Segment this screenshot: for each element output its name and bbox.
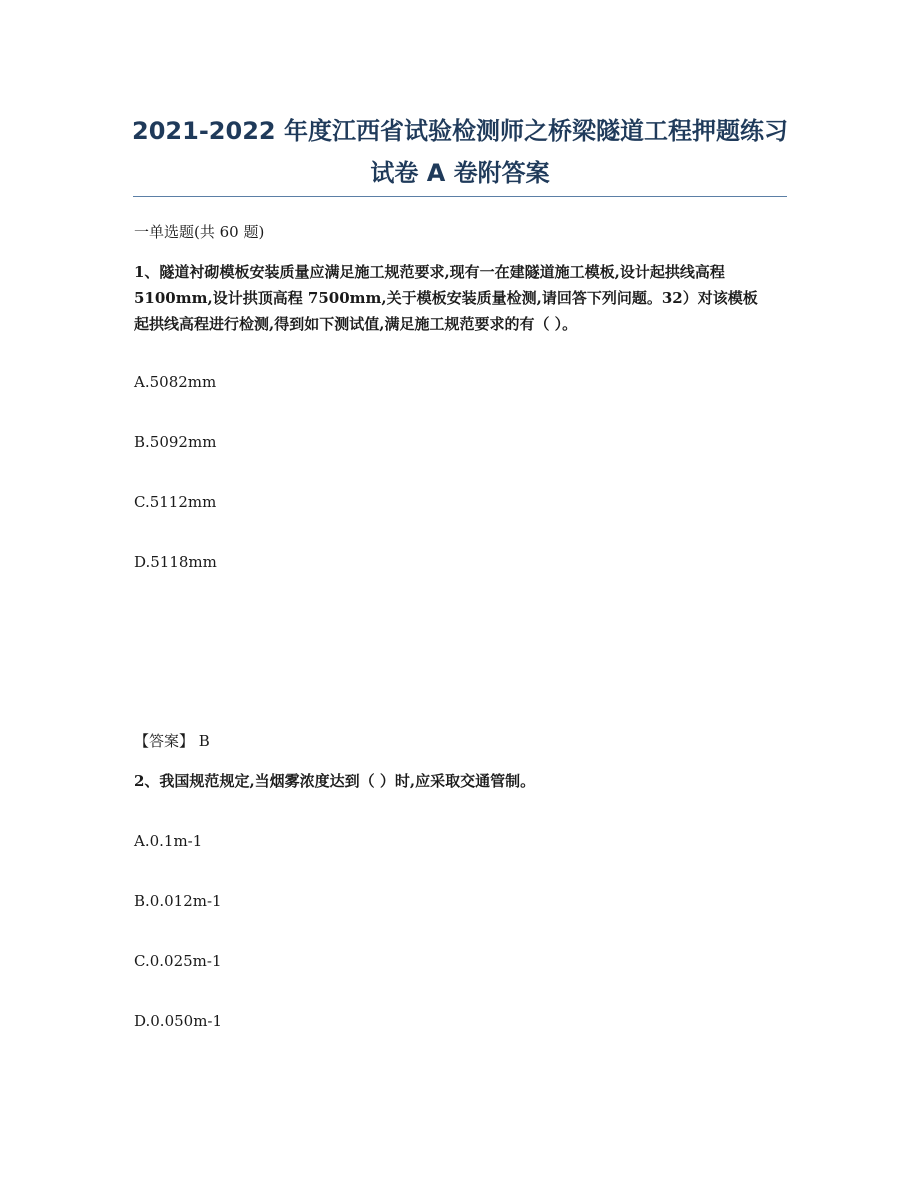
question-2-option-b: B.0.012m-1 (134, 892, 222, 910)
question-1-answer: 【答案】 B (134, 732, 210, 750)
question-2-text: 2、我国规范规定,当烟雾浓度达到（ ）时,应采取交通管制。 (134, 772, 536, 790)
question-2-option-c: C.0.025m-1 (134, 952, 222, 970)
question-1-option-d: D.5118mm (134, 553, 217, 571)
question-1-option-c: C.5112mm (134, 493, 217, 511)
question-1-option-b: B.5092mm (134, 433, 217, 451)
section-heading: 一单选题(共 60 题) (134, 223, 265, 241)
document-title-line-2: 试卷 A 卷附答案 (370, 159, 550, 187)
question-2-option-a: A.0.1m-1 (134, 832, 203, 850)
question-1-option-a: A.5082mm (134, 373, 217, 391)
document-title-line-1: 2021-2022 年度江西省试验检测师之桥梁隧道工程押题练习 (132, 117, 788, 145)
question-2-option-d: D.0.050m-1 (134, 1012, 223, 1030)
question-1-line-2: 5100mm,设计拱顶高程 7500mm,关于模板安装质量检测,请回答下列问题。32）对该模板 (134, 289, 758, 307)
title-divider (133, 196, 787, 197)
question-1-line-3: 起拱线高程进行检测,得到如下测试值,满足施工规范要求的有（ ）。 (134, 315, 578, 333)
question-1-text (134, 259, 794, 337)
question-1-line-1: 1、隧道衬砌模板安装质量应满足施工规范要求,现有一在建隧道施工模板,设计起拱线高程 (134, 263, 725, 281)
